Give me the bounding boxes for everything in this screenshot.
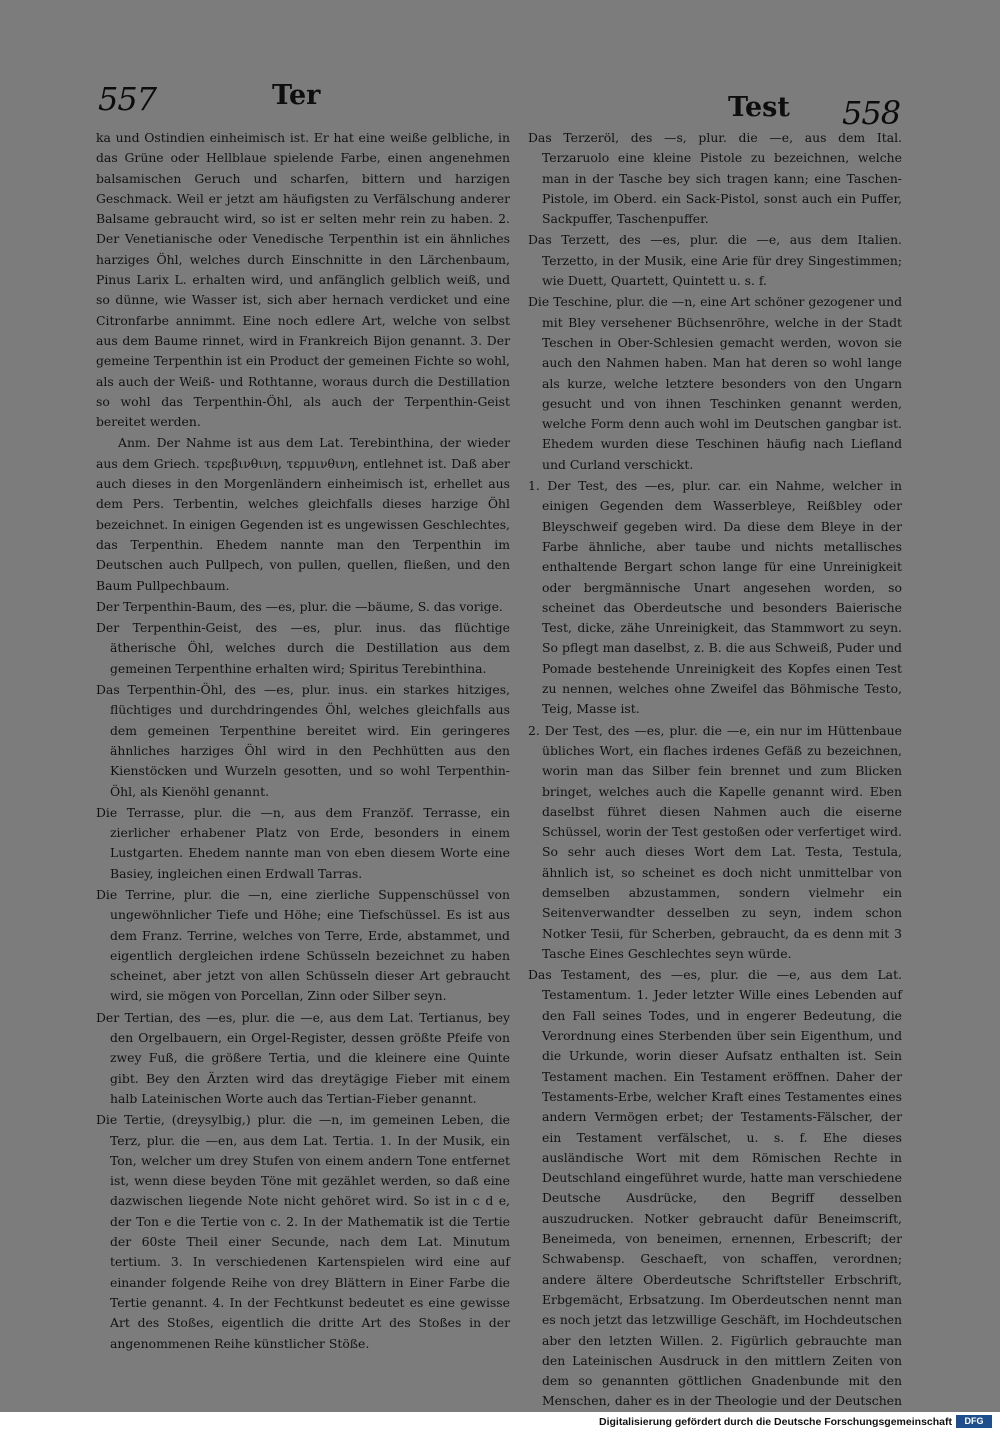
entry-terpenthin-geist: Der Terpenthin-Geist, des —es, plur. inus. das flüchtige ätherische Öhl, welches durch die Destillation aus dem gemeinen Terpenthine erhalten wird; Spiritus Terebinthina. xyxy=(96,620,510,676)
funding-notice: Digitalisierung gefördert durch die Deutsche Forschungsgemeinschaft xyxy=(599,1416,952,1428)
note-terpenthin-etymology: Anm. Der Nahme ist aus dem Lat. Terebinthina, der wieder aus dem Griech. τερεβινθινη, τερμινθινη, entlehnet ist. Daß aber auch dieses in den Morgenländern einheimisch ist, erhellet aus dem Pers. Terbentin, welches gleichfalls dieses harzige Öhl bezeichnet. In einigen Gegenden ist es ungewissen Geschlechtes, das Terpenthin. Ehedem nannte man den Terpenthin im Deutschen auch Pullpech, von pullen, quellen, fließen, und den Baum Pullpechbaum. xyxy=(96,435,510,593)
left-running-headword: Ter xyxy=(272,80,321,111)
entry-test-2: 2. Der Test, des —es, plur. die —e, ein nur im Hüttenbaue übliches Wort, ein flaches irdenes Gefäß zu bezeichnen, worin man das Silber fein brennet und zum Blicken bringet, welches auch die Kapelle genannt wird. Eben daselbst führet diesen Nahmen auch die eiserne Schüssel, worin der Test gestoßen oder verfertiget wird. So sehr auch dieses Wort dem Lat. Testa, Testula, ähnlich ist, so scheinet es doch nicht unmittelbar von demselben abzustammen, sondern vielmehr ein Seitenverwandter desselben zu seyn, indem schon Notker Tesii, für Scherben, gebraucht, da es denn mit 3 Tasche Eines Geschlechtes seyn würde. xyxy=(528,722,902,961)
entry-testament: Das Testament, des —es, plur. die —e, aus dem Lat. Testamentum. 1. Jeder letzter Wille eines Lebenden auf den Fall seines Todes, und in engerer Bedeutung, die Verordnung eines Sterbenden über sein Eigenthum, und die Urkunde, worin dieser Aufsatz enthalten ist. Sein Testament machen. Ein Testament eröffnen. Daher der Testaments-Erbe, welcher Kraft eines Testamentes eines andern Vermögen erbet; der Testaments-Fälscher, der ein Testament verfälschet, u. s. f. Ehe dieses ausländische Wort mit dem Römischen Rechte in Deutschland eingeführet wurde, hatte man verschiedene Deutsche Ausdrücke, den Begriff desselben auszudrucken. Notker gebraucht dafür Beneimscrift, Beneimeda, von beneimen, ernennen, Erbescrift; der Schwabensp. Geschaeft, von schaffen, verordnen; andere ältere Oberdeutsche Schriftsteller Erbschrift, Erbgemächt, Erbsatzung. Im Oberdeutschen nennt man es noch jetzt das letzwillige Geschäft, im Hochdeutschen aber den letzten Willen. 2. Figürlich gebrauchte man den Lateinischen Ausdruck in den mittlern Zeiten von dem so genannten göttlichen Gnadenbunde mit den Menschen, daher es in der Theologie und der Deutschen xyxy=(528,967,902,1409)
left-page-number: 557 xyxy=(98,80,157,118)
entry-terzett: Das Terzett, des —es, plur. die —e, aus dem Italien. Terzetto, in der Musik, eine Arie für drey Singestimmen; wie Duett, Quartett, Quintett u. s. f. xyxy=(528,232,902,289)
running-header xyxy=(0,70,1000,130)
entry-tertian: Der Tertian, des —es, plur. die —e, aus dem Lat. Tertianus, bey den Orgelbauern, ein Orgel-Register, dessen größte Pfeife von zwey Fuß, die größere Tertia, und die kleinere eine Quinte gibt. Bey den Ärzten wird das dreytägige Fieber mit einem halb Lateinischen Worte auch das Tertian-Fieber genannt. xyxy=(96,1009,510,1106)
dfg-logo: DFG xyxy=(956,1415,992,1428)
entry-terpenthin-continued: ka und Ostindien einheimisch ist. Er hat eine weiße gelbliche, in das Grüne oder Hellblaue spielende Farbe, einen angenehmen balsamischen Geruch und scharfen, bittern und harzigen Geschmack. Weil er jetzt am häufigsten zu Verfälschung anderer Balsame gebraucht wird, so ist er selten mehr rein zu haben. 2. Der Venetianische oder Venedische Terpenthin ist ein ähnliches harziges Öhl, welches durch Einschnitte in den Lärchenbaum, Pinus Larix L. erhalten wird, und anfänglich gelblich weiß, und so dünne, wie Wasser ist, sich aber hernach verdicket und eine Citronfarbe annimmt. Eine noch edlere Art, welche von selbst aus dem Baume rinnet, wird in Frankreich Bijon genannt. 3. Der gemeine Terpenthin ist ein Product der gemeinen Fichte so wohl, als auch der Weiß- und Rothtanne, woraus durch die Destillation so wohl das Terpenthin-Öhl, als auch der Terpenthin-Geist bereitet werden. xyxy=(96,130,510,430)
entry-terpenthin-oehl: Das Terpenthin-Öhl, des —es, plur. inus. ein starkes hitziges, flüchtiges und durchdringendes Öhl, welches gleichfalls aus dem gemeinen Terpenthine bereitet wird. Ein geringeres ähnliches harziges Öhl wird in den Pechhütten aus den Kienstöcken und Wurzeln gesotten, und so wohl Terpenthin-Öhl, als Kienöhl genannt. xyxy=(96,682,510,799)
entry-teschine: Die Teschine, plur. die —n, eine Art schöner gezogener und mit Bley versehener Büchsenröhre, welche in der Stadt Teschen in Ober-Schlesien gemacht werden, wovon sie auch den Nahmen haben. Man hat deren so wohl lange als kurze, welche letztere besonders von den Ungarn gesucht und von ihnen Teschinken genannt werden, welche Form denn auch wohl im Deutschen gangbar ist. Ehedem wurden diese Teschinen häufig nach Liefland und Curland verschickt. xyxy=(528,294,902,472)
digitization-footer xyxy=(0,1412,1000,1432)
right-running-headword: Test xyxy=(728,92,790,123)
right-page-number: 558 xyxy=(842,94,901,132)
right-text-column xyxy=(528,128,902,1412)
entry-terrasse: Die Terrasse, plur. die —n, aus dem Franzöf. Terrasse, ein zierlicher erhabener Platz von Erde, besonders in einem Lustgarten. Ehedem nannte man von eben diesem Worte eine Basiey, ingleichen einen Erdwall Tarras. xyxy=(96,804,510,881)
entry-tertie: Die Tertie, (dreysylbig,) plur. die —n, im gemeinen Leben, die Terz, plur. die —en, aus dem Lat. Tertia. 1. In der Musik, ein Ton, welcher um drey Stufen von einem andern Tone entfernet ist, wenn diese beyden Töne mit gezählet werden, so daß eine dazwischen liegende Note nicht gehöret wird. So ist in c d e, der Ton e die Tertie von c. 2. In der Mathematik ist die Tertie der 60ste Theil einer Secunde, nach dem Lat. Minutum tertium. 3. In verschiedenen Kartenspielen wird eine auf einander folgende Reihe von drey Blättern in Einer Farbe die Tertie genannt. 4. In der Fechtkunst bedeutet es eine gewisse Art des Stoßes, eigentlich die dritte Art des Stoßes in der angenommenen Reihe künstlicher Stöße. xyxy=(96,1112,510,1351)
entry-terpenthin-baum: Der Terpenthin-Baum, des —es, plur. die —bäume, S. das vorige. xyxy=(96,598,503,614)
entry-terrine: Die Terrine, plur. die —n, eine zierliche Suppenschüssel von ungewöhnlicher Tiefe und Höhe; eine Tiefschüssel. Es ist aus dem Franz. Terrine, welches von Terre, Erde, abstammet, und eigentlich dergleichen irdene Schüsseln bezeichnet zu haben scheinet, aber jetzt von allen Schüsseln dieser Art gebraucht wird, sie mögen von Porcellan, Zinn oder Silber seyn. xyxy=(96,886,510,1004)
entry-test-1: 1. Der Test, des —es, plur. car. ein Nahme, welcher in einigen Gegenden dem Wasserbleye, Reißbley oder Bleyschweif gegeben wird. Da diese dem Bleye in der Farbe ähnliche, aber taube und nichts metallisches enthaltende Bergart schon lange für eine Unreinigkeit oder bergmännische Unart angesehen worden, so scheinet das Oberdeutsche und besonders Baierische Test, dicke, zähe Unreinigkeit, das Stammwort zu seyn. So pflegt man daselbst, z. B. die aus Schweiß, Puder und Pomade bestehende Unreinigkeit des Kopfes einen Test zu nennen, welches ohne Zweifel das Böhmische Testo, Teig, Masse ist. xyxy=(528,478,902,717)
left-text-column xyxy=(96,128,510,1354)
entry-terzeroel: Das Terzeröl, des —s, plur. die —e, aus dem Ital. Terzaruolo eine kleine Pistole zu bezeichnen, welche man in der Tasche bey sich tragen kann; eine Taschen-Pistole, im Oberd. ein Sack-Pistol, sonst auch ein Puffer, Sackpuffer, Taschenpuffer. xyxy=(528,130,902,227)
